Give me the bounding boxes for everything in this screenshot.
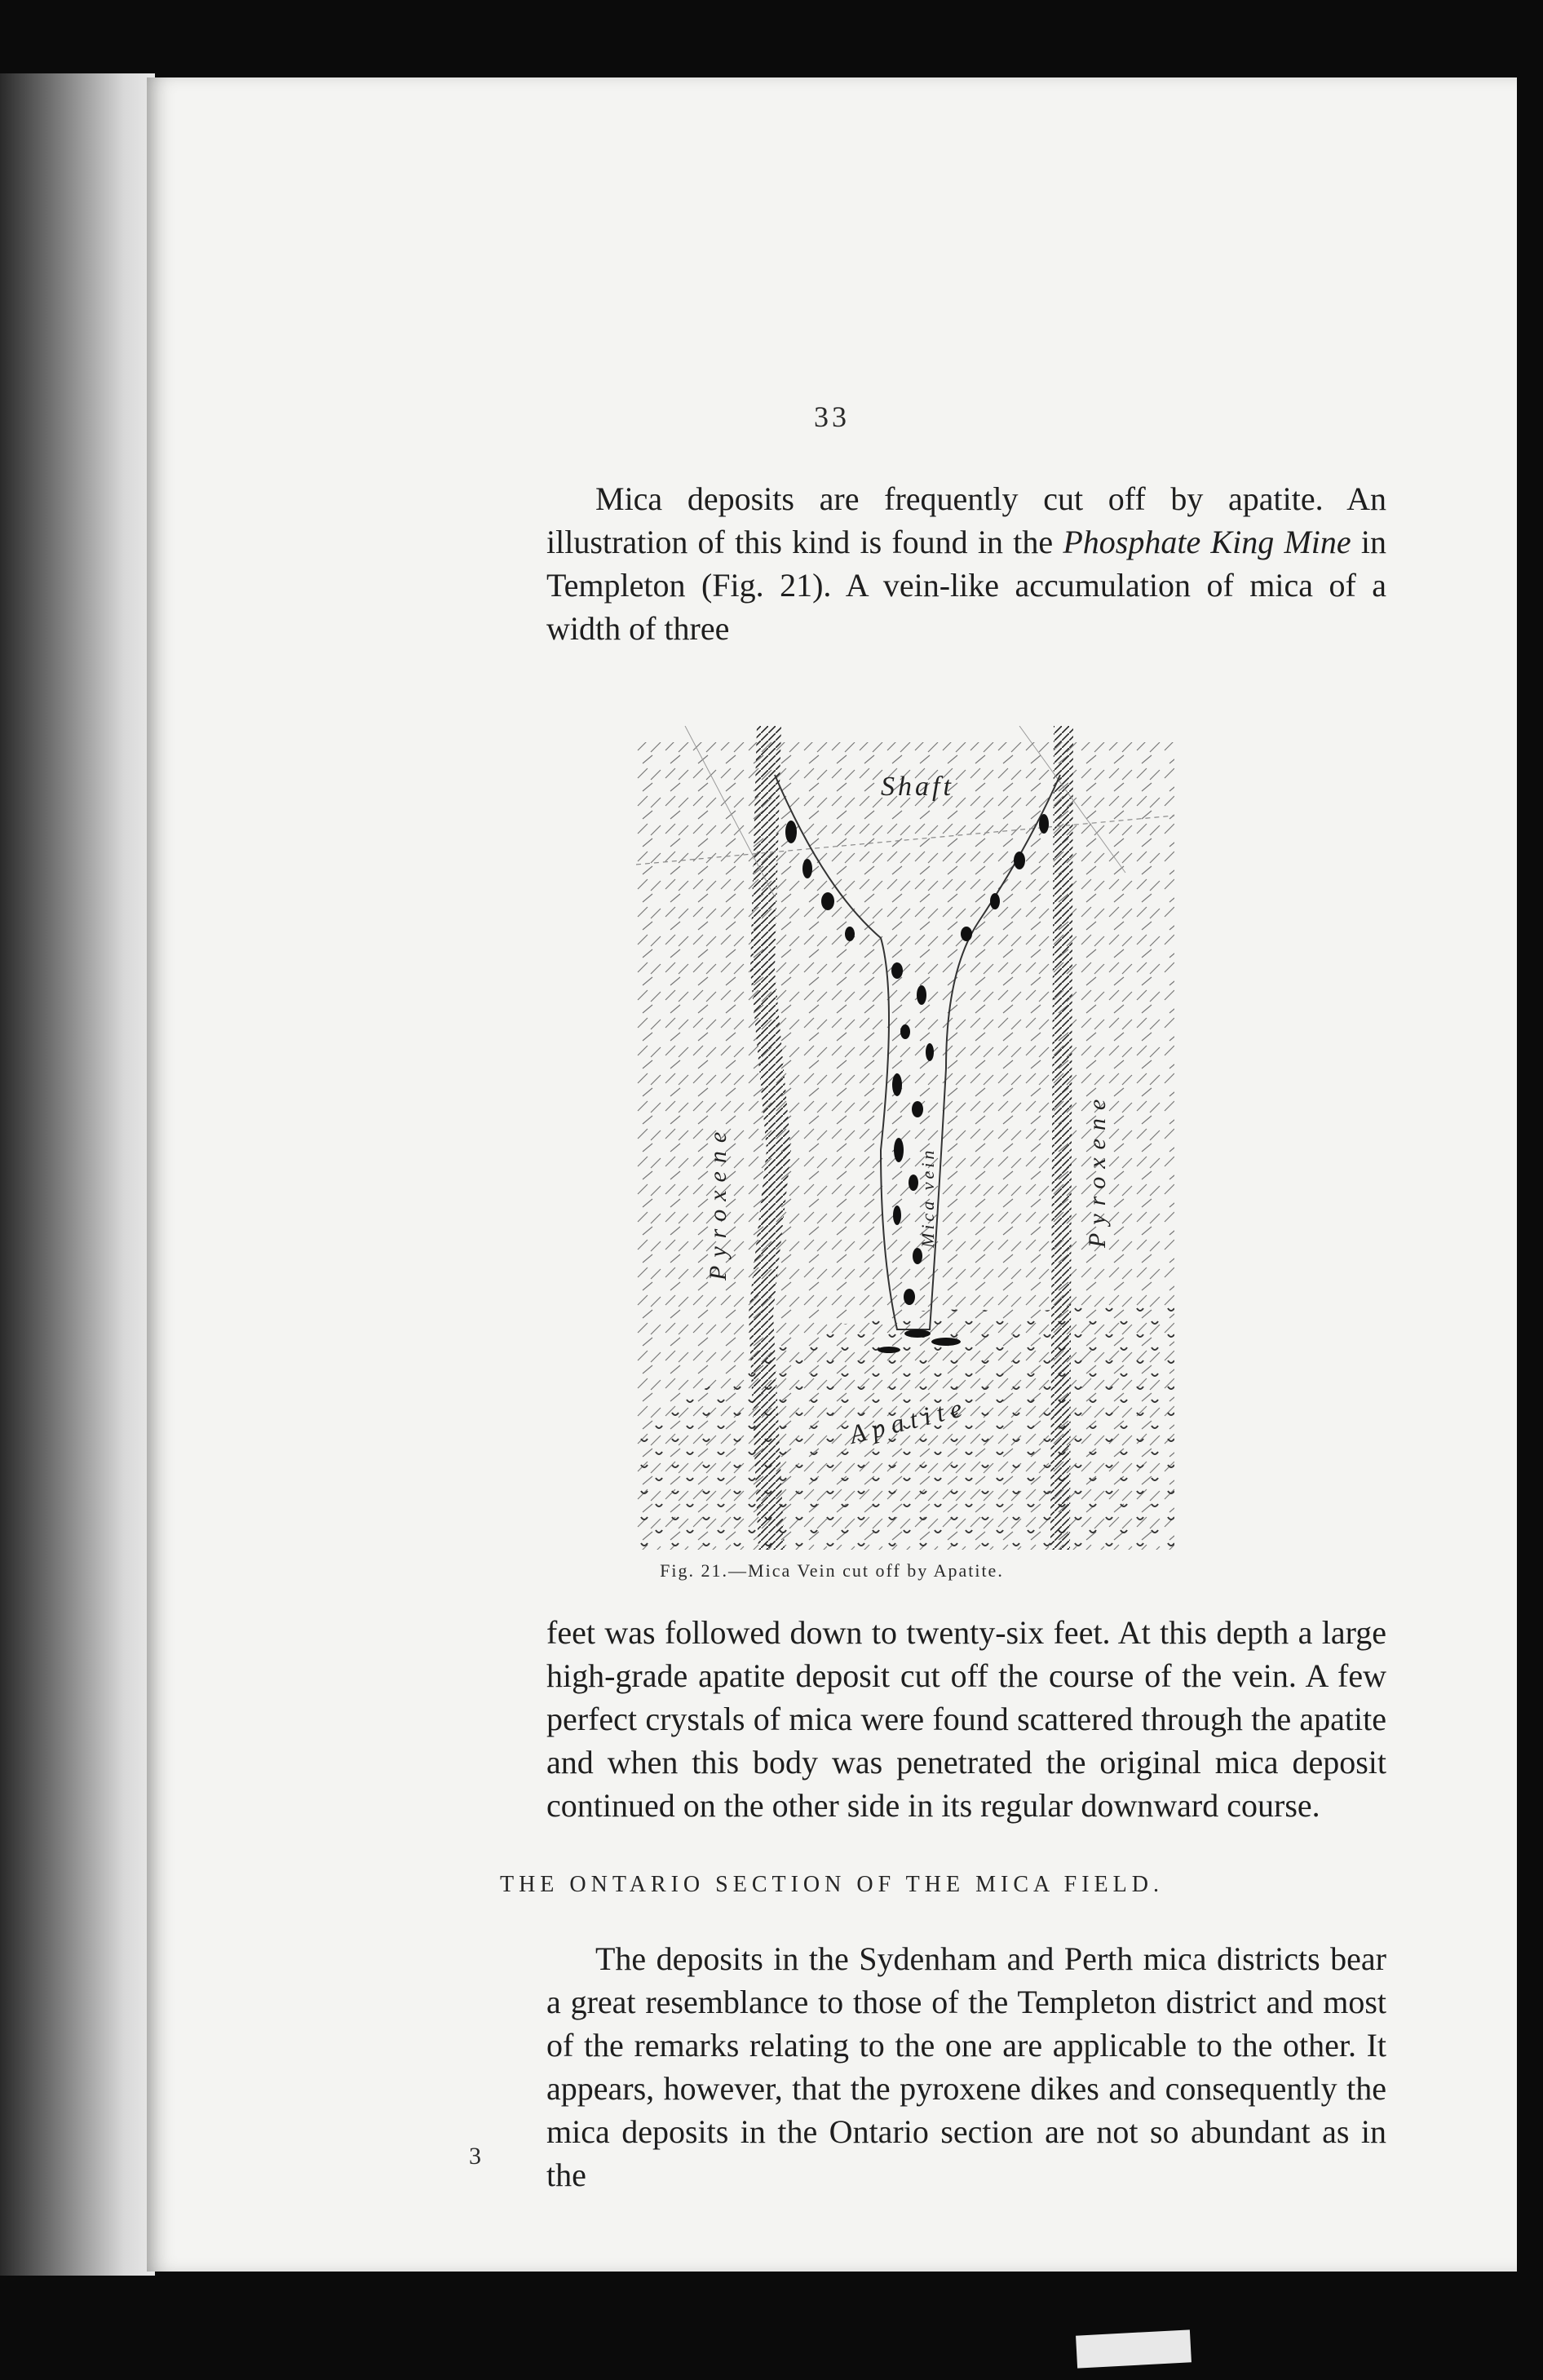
book-gutter-edge <box>0 73 155 2276</box>
paragraph-intro-text-a: Mica deposits are frequently cut off by apatite. An illustration of this kind is found in the <box>546 480 1386 560</box>
page-number: 33 <box>814 400 850 433</box>
section-heading: THE ONTARIO SECTION OF THE MICA FIELD. <box>499 1872 1164 1897</box>
mine-name: Phosphate King Mine <box>1063 524 1351 560</box>
dike-wall-right <box>1050 726 1073 1550</box>
label-mica-vein: Mica vein <box>917 1147 938 1248</box>
label-apatite: Apatite <box>846 1391 971 1449</box>
label-pyroxene-left: Pyroxene <box>705 1123 732 1281</box>
paragraph-continuation: feet was followed down to twenty-six feet. At this depth a large high-grade apatite deposit cut off the course of the vein. A few perfect crystals of mica were found scattered through the apatite and when this body was penetrated the original mica deposit continued on the other side in its regular downward course. <box>546 1614 1386 1824</box>
paragraph-intro <box>546 477 1386 650</box>
figure-caption: Fig. 21.—Mica Vein cut off by Apatite. <box>660 1560 1004 1581</box>
paper-scrap <box>1076 2329 1192 2368</box>
paragraph-ontario: The deposits in the Sydenham and Perth mica districts bear a great resemblance to those of the Templeton district and most of the remarks relating to the one are applicable to the other. It appears, however, that the pyroxene dikes and consequently the mica deposits in the Ontario section are not so abundant as in the <box>546 1940 1386 2193</box>
figure-mica-vein-diagram <box>636 726 1174 1558</box>
signature-mark: 3 <box>469 2143 481 2170</box>
book-page <box>147 77 1517 2272</box>
label-shaft: Shaft <box>881 772 954 802</box>
paragraph-intro-text-c: in Templeton (Fig. 21). A vein-like accumulation of mica of a width of three <box>546 524 1386 647</box>
mica-vein-sketch <box>636 726 1174 1558</box>
label-pyroxene-right: Pyroxene <box>1084 1090 1111 1248</box>
